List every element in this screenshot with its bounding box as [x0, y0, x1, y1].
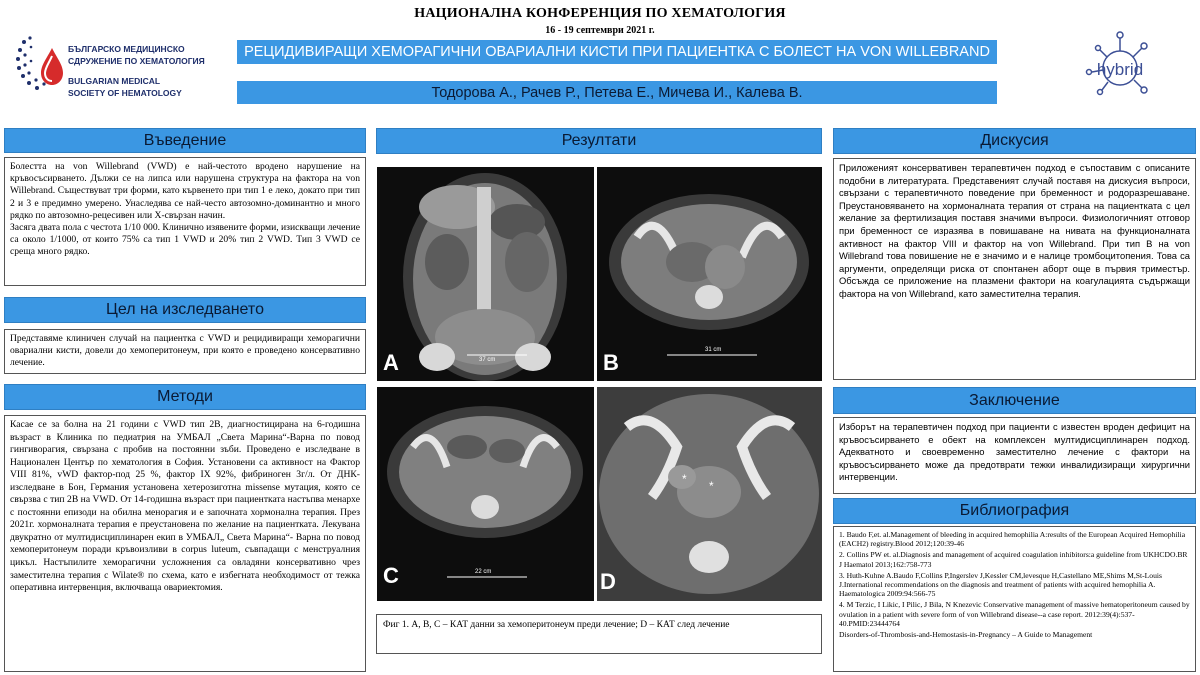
methods-heading: Методи [4, 384, 366, 410]
svg-text:*: * [682, 472, 687, 486]
society-name-bg-1: БЪЛГАРСКО МЕДИЦИНСКО [68, 44, 185, 54]
methods-text-box [4, 415, 366, 672]
conference-dates: 16 - 19 септември 2021 г. [545, 25, 655, 36]
conclusion-paragraph: Изборът на терапевтичен подход при пациенти с известен вроден дефицит на кръвосъсирването е обект на комплексен мултидисциплинарен подход. Адекватното и своевременно заместително лечение с фактори на кръвосъсирването може да предотврати тежки инвалидизиращи хирургични интервенции. [839, 421, 1190, 483]
discussion-heading: Дискусия [833, 128, 1196, 154]
ct-image-c [377, 387, 594, 601]
aim-text-box [4, 329, 366, 374]
bibliography-list [833, 526, 1196, 672]
figure-caption [376, 614, 822, 654]
figure-caption-text: Фиг 1. A, B, C – КАТ данни за хемоперитонеум преди лечение; D – КАТ след лечение [383, 620, 730, 630]
methods-paragraph: Касае се за болна на 21 години с VWD тип 2B, диагностицирана на 6-годишна възраст в Клиника по педиатрия на УМБАЛ „Света Марина“-Варна по повод гингиворагия, свързана с пробив на постоянни зъби. Проведено е изследване в Национален Център по хематология в София. Установени са активност на Фактор VIII 81%, vWD фактор-под 25 %, фактор IX 92%, фибриноген 3г/л. От ДНК-изследване в Бон, Германия установена хетерозиготна missense мутация, която се свързва с тип 2В на VWD. От 14-годишна възраст при пациентката настъпва менархе с постоянни епизоди на обилна менорагия и е започната хормонална терапия. През 2021г. хормоналната терапия е преустановена по желание на пациентката. Лекувана двукратно от мултидисциплинарен екип в УМБАЛ„ Света Марина“- Варна по повод хемоперитонеум поради кръвоизливи в corpus luteum, съвпадащи с менструалния цикъл. Настъпилите хеморагични усложнения са овладяни консервативно чрез заместителна терапия с Wilate® по схема, като е избегната необходимост от тежка оперативна интервенция, включваща овариектомия. [10, 419, 360, 594]
bibliography-item: 4. M Terzic, I Likic, I Pilic, J Bila, N Knezevic Conservative management of massive hematoperitoneum caused by ovulation in a patient with severe form of von Willebrand disease--a case report. 2012:39(4):537-40.PMID:23444764 [839, 600, 1190, 628]
ct-image-d [597, 387, 822, 601]
intro-paragraph: Болестта на von Willebrand (VWD) е най-честото вродено нарушение на кръвосъсирването. Дължи се на липса или нарушена структура на фактора на von Willebrand. Съществуват три форми, като кървенето при тип 1 е леко, докато при тип 2 и 3 е предимно умерено. Унаследява се най-често автозомно-доминантно и много рядко по автозомно-рецесивен или Х-свързан начин. [10, 161, 360, 221]
aim-heading: Цел на изследването [4, 297, 366, 323]
intro-heading: Въведение [4, 128, 366, 153]
ct-image-b [597, 167, 822, 381]
intro-paragraph-2: Засяга двата пола с честота 1/10 000. Клинично изявените форми, изискващи лечение са около 1/1000, от които 75% са тип 1 VWD и 20% тип 2 VWD. Тип 3 VWD се среща много рядко. [10, 222, 360, 258]
society-name-bg-2: СДРУЖЕНИЕ ПО ХЕМАТОЛОГИЯ [68, 55, 205, 66]
bibliography-item: 3. Huth-Kuhne A.Baudo F,Collins P,Ingerslev J,Kessler CM,levesque H,Castellano ME,Shims M,St-Louis J.International recommendations on the diagnosis and treatment of patients with acquired hemophilia A. Haematologica 2009:94:566-75 [839, 570, 1162, 599]
ct-ruler-b: 31 cm [705, 347, 722, 353]
bibliography-item: 2. Collins PW et. al.Diagnosis and management of acquired coagulation inhibitors:a guideline from UKHCDO.BR J Haematol 2013;162:758-773 [839, 550, 1188, 569]
conclusion-text-box [833, 417, 1196, 494]
society-name-en-1: BULGARIAN MEDICAL [68, 76, 161, 86]
ct-ruler-c: 22 cm [475, 569, 492, 575]
ct-image-a [377, 167, 594, 381]
discussion-text-box [833, 158, 1196, 380]
svg-text:*: * [709, 479, 714, 493]
ct-label-c: C [383, 563, 399, 588]
bibliography-item: 1. Baudo F,et. al.Management of bleeding in acquired hemophilia A:results of the European Acquired Hemophilia (EACH2) registry.Blood 2012;120:39-46 [839, 530, 1186, 549]
discussion-paragraph: Приложеният консервативен терапевтичен подход е съпоставим с описаните подобни в литературата. Представеният случай поставя на дискусия въпроси, свързани с терапевтичното поведение при бременност и родоразрешаване. Преустановяването на хормоналната терапия от страна на пациентката с цел желание за фертилизация поставя значими въпроси. Физиологичният отговор при бременност се изразява в повишаване на нивата на функционалната активност на фактор VIII и фактор на von Willebrand. При тип В на von Willebrand това повишение не е значимо и е налице тромбоцитопения. Това са аргументи, определящи риска от спонтанен аборт още в първия триместър. Обсъжда се приложение на плазмени фактори на коагулацията съдържащи фактора на von Willebrand, като заместителна терапия. [839, 162, 1190, 299]
poster-title: РЕЦИДИВИРАЩИ ХЕМОРАГИЧНИ ОВАРИАЛНИ КИСТИ ПРИ ПАЦИЕНТКА С БОЛЕСТ НА VON WILLEBRAND [237, 40, 997, 64]
aim-paragraph: Представяме клиничен случай на пациентка с VWD и рецидивиращи хеморагични овариални кисти, довели до хемоперитонеум, при която е проведено консервативно лечение. [10, 333, 360, 369]
hybrid-logo-text: hybrid [1096, 60, 1144, 79]
bibliography-heading: Библиография [833, 498, 1196, 524]
hybrid-logo [1080, 22, 1160, 102]
authors-bar: Тодорова А., Рачев Р., Петева Е., Мичева И., Калева В. [237, 81, 997, 104]
ct-ruler-a: 37 cm [479, 357, 496, 363]
ct-label-b: B [603, 350, 619, 375]
conference-title: НАЦИОНАЛНА КОНФЕРЕНЦИЯ ПО ХЕМАТОЛОГИЯ [414, 6, 786, 21]
conclusion-heading: Заключение [833, 387, 1196, 414]
society-name [68, 44, 205, 99]
ct-label-a: A [383, 350, 399, 375]
intro-text-box [4, 157, 366, 286]
society-name-en-2: SOCIETY OF HEMATOLOGY [68, 87, 182, 98]
society-logo-icon [14, 34, 68, 96]
bibliography-item: Disorders-of-Thrombosis-and-Hemostasis-in-Pregnancy – A Guide to Management [839, 630, 1093, 640]
ct-label-d: D [600, 569, 616, 594]
results-heading: Резултати [376, 128, 822, 154]
